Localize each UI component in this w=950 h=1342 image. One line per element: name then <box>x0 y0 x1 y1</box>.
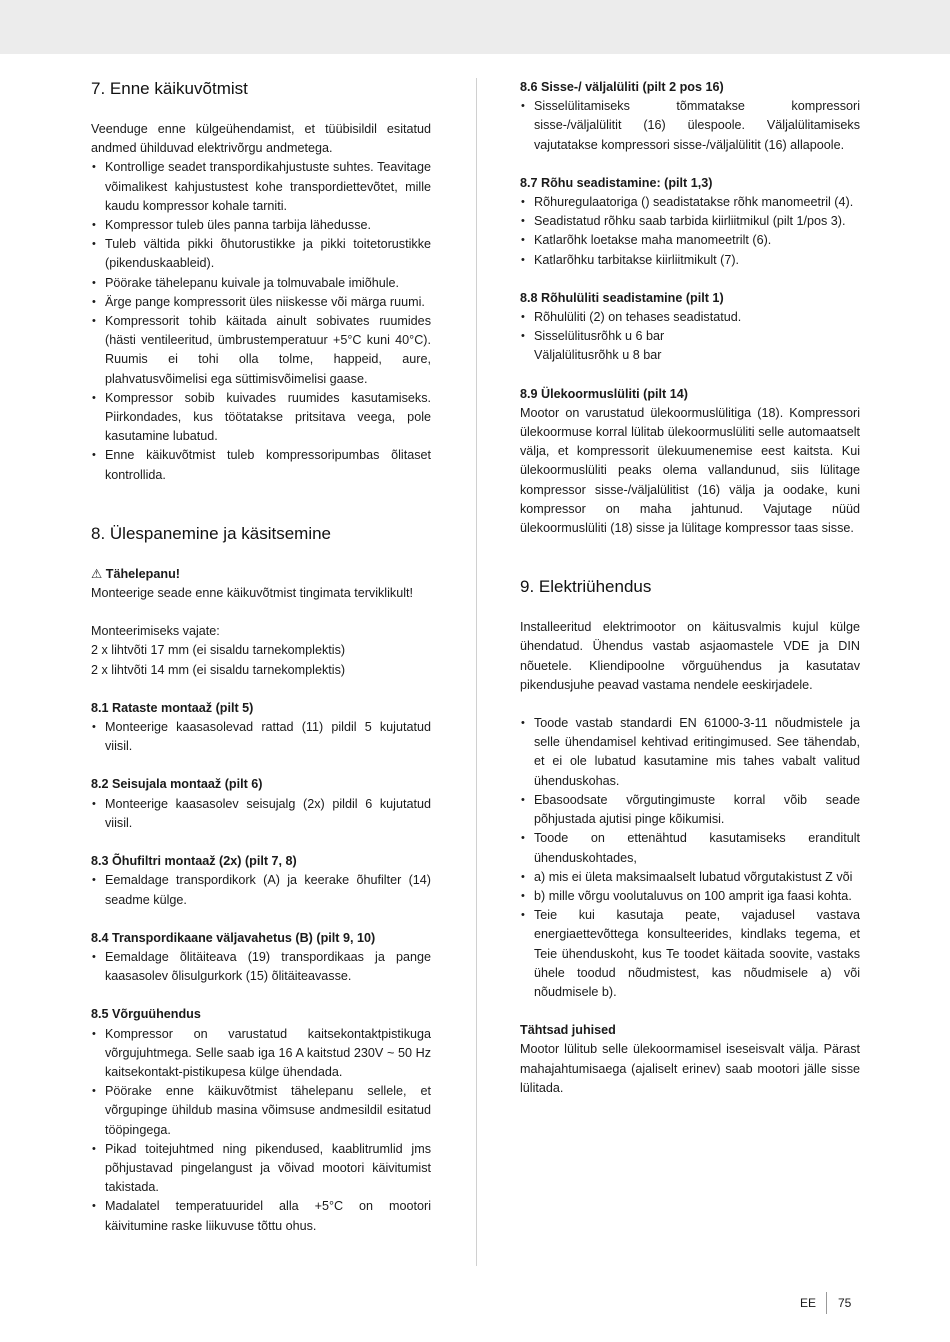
section-8-7-list <box>520 193 860 270</box>
left-column <box>91 78 431 1236</box>
section-8-title: 8. Ülespanemine ja käsitsemine <box>91 523 332 543</box>
list-item: • Sisselülitamiseks tõmmatakse kompressori sisse-/väljalülitit (16) ülespoole. Väljalülitamiseks vajutatakse kompressori sisse-/väljalülitit (16) allapoole. <box>520 97 860 155</box>
list-item: • Pöörake enne käikuvõtmist tähelepanu sellele, et võrgupinge ühildub masina võimsuse andmesildil esitatud tööpingega. <box>91 1082 431 1140</box>
important-notes-text: Mootor lülitub selle ülekoormamisel iseseisvalt välja. Pärast mahajahtumisaega (ajaliselt erinev) saab mootori jälle sisse lülitada. <box>520 1042 860 1095</box>
section-8-5-title: 8.5 Võrguühendus <box>91 1007 201 1022</box>
list-item: • Seadistatud rõhku saab tarbida kiirliitmikul (pilt 1/pos 3). <box>520 212 860 231</box>
list-item: • Pöörake tähelepanu kuivale ja tolmuvabale imiõhule. <box>91 274 431 293</box>
list-item: • Pikad toitejuhtmed ning pikendused, kaablitrumlid jms põhjustavad pingelangust ja võivad mootori käivitumist takistada. <box>91 1140 431 1198</box>
section-8-4-list <box>91 948 431 986</box>
list-item: • Teie kui kasutaja peate, vajadusel vastava energiaettevõttega konsulteerides, kindlaks tegema, et Teie ühenduskoht, kus Te toodet käitada soovite, vastaks ühele toodud nõudmistest, kas nõudmisele a) või nõudmisele b). <box>520 906 860 1002</box>
footer-separator <box>826 1292 827 1314</box>
right-column <box>520 78 860 1098</box>
section-8-9-text: Mootor on varustatud ülekoormuslülitiga (18). Kompressori ülekoormuse korral lülitab ülekoormuslüliti selle automaatselt välja, et kompressorit ülekuumenemise eest kaitsta. Kui ülekoormuslüliti peaks olema vallandunud, siis lülitage kompressor sisse-/väljalülitist (16) välja ja oodake, kuni kompressor on maha jahtunud. Vajutage nüüd ülekoormuslüliti (18) sisse ja lülitage kompressor taas sisse. <box>520 405 860 536</box>
section-7-intro: Veenduge enne külgeühendamist, et tüübisildil esitatud andmed ühilduvad elektrivõrgu andmetega. <box>91 122 431 156</box>
list-item: • Katlarõhk loetakse maha manomeetrilt (6). <box>520 231 860 250</box>
list-item: • Sisselülitusrõhk u 6 bar <box>520 327 860 346</box>
list-item: • b) mille võrgu voolutaluvus on 100 amprit iga faasi kohta. <box>520 887 860 906</box>
tool-line: 2 x lihtvõti 17 mm (ei sisaldu tarnekomplektis) <box>91 643 346 658</box>
list-item: • Ärge pange kompressorit üles niiskesse või märga ruumi. <box>91 293 431 312</box>
section-7-title: 7. Enne käikuvõtmist <box>91 79 248 98</box>
list-item: • a) mis ei ületa maksimaalselt lubatud võrgutakistust Z või <box>520 868 860 887</box>
section-8-1-title: 8.1 Rataste montaaž (pilt 5) <box>91 700 254 715</box>
list-item: • Kontrollige seadet transpordikahjustuste suhtes. Teavitage võimalikest kahjustustest kohe transpordiettevõtet, mille kaudu kompressor kohale tarniti. <box>91 158 431 216</box>
section-8-7-title: 8.7 Rõhu seadistamine: (pilt 1,3) <box>520 175 713 190</box>
section-9-title: 9. Elektriühendus <box>520 577 652 597</box>
section-7-list <box>91 158 431 484</box>
section-8-5-list <box>91 1025 431 1236</box>
top-band <box>0 0 950 54</box>
section-9-list <box>520 714 860 1002</box>
column-divider <box>476 78 477 1266</box>
section-8-3-list <box>91 871 431 909</box>
section-8-4-title: 8.4 Transpordikaane väljavahetus (B) (pilt 9, 10) <box>91 930 376 945</box>
cutoff-pressure: Väljalülitusrõhk u 8 bar <box>534 348 662 363</box>
list-item: • Eemaldage transpordikork (A) ja keerake õhufilter (14) seadme külge. <box>91 871 431 909</box>
list-item: • Ebasoodsate võrgutingimuste korral võib seade põhjustada ajutisi pinge kõikumisi. <box>520 791 860 829</box>
section-8-6-list <box>520 97 860 155</box>
tool-line: 2 x lihtvõti 14 mm (ei sisaldu tarnekomplektis) <box>91 662 346 677</box>
list-item: • Kompressor on varustatud kaitsekontaktpistikuga võrgujuhtmega. Selle saab iga 16 A kaitstud 230V ~ 50 Hz kaitsekontakt-pistikupesa külge ühendada. <box>91 1025 431 1083</box>
section-8-2-list <box>91 795 431 833</box>
section-8-1-list <box>91 718 431 756</box>
list-item: • Katlarõhku tarbitakse kiirliitmikult (7). <box>520 251 860 270</box>
important-notes-title: Tähtsad juhised <box>520 1023 616 1038</box>
list-item: • Monteerige kaasasolevad rattad (11) pildil 5 kujutatud viisil. <box>91 718 431 756</box>
section-9-intro: Installeeritud elektrimootor on käitusvalmis kujul külge ühendatud. Ühendus vastab asjaomastele VDE ja DIN nõuetele. Kliendipoolne võrguühendus ja kasutatav pikendusjuhe peavad vastama nendele eeskirjadele. <box>520 620 860 692</box>
section-8-9-title: 8.9 Ülekoormuslüliti (pilt 14) <box>520 386 688 401</box>
language-code: EE <box>800 1296 817 1310</box>
list-item: • Toode vastab standardi EN 61000-3-11 nõudmistele ja selle ühendamisel kehtivad eritingimused. See tähendab, et ei ole lubatud kasutamine mis tahes vabalt valitud ühenduskohas. <box>520 714 860 791</box>
section-8-6-title: 8.6 Sisse-/ väljalüliti (pilt 2 pos 16) <box>520 80 724 94</box>
section-8-8-title: 8.8 Rõhulüliti seadistamine (pilt 1) <box>520 290 724 305</box>
list-item: • Madalatel temperatuuridel alla +5°C on mootori käivitumine raske liikuvuse tõttu ohus. <box>91 1197 431 1235</box>
list-item: • Eemaldage õlitäiteava (19) transpordikaas ja pange kaasasolev õlisulgurkork (15) õlitäiteavasse. <box>91 948 431 986</box>
warning-label: ⚠ Tähelepanu! <box>91 566 180 581</box>
list-item: • Kompressor sobib kuivades ruumides kasutamiseks. Piirkondades, kus töötatakse pritsitava veega, pole kasutamine lubatud. <box>91 389 431 447</box>
list-item: • Kompressorit tohib käitada ainult sobivates ruumides (hästi ventileeritud, ümbrustemperatuur +5°C kuni 40°C). Ruumis ei tohi olla tolme, happeid, aure, plahvatusvõimelisi ega süttimisvõimelisi gaase. <box>91 312 431 389</box>
list-item: • Rõhulüliti (2) on tehases seadistatud. <box>520 308 860 327</box>
section-8-3-title: 8.3 Õhufiltri montaaž (2x) (pilt 7, 8) <box>91 854 297 869</box>
list-item: • Toode on ettenähtud kasutamiseks eranditult ühenduskohtades, <box>520 829 860 867</box>
list-item: • Tuleb vältida pikki õhutorustikke ja pikki toitetorustikke (pikenduskaableid). <box>91 235 431 273</box>
list-item: • Kompressor tuleb üles panna tarbija lähedusse. <box>91 216 431 235</box>
warning-text: Monteerige seade enne käikuvõtmist tingimata terviklikult! <box>91 586 413 601</box>
tools-intro: Monteerimiseks vajate: <box>91 624 220 639</box>
list-item: • Rõhuregulaatoriga () seadistatakse rõhk manomeetril (4). <box>520 193 860 212</box>
section-8-8-list <box>520 308 860 346</box>
page-number: 75 <box>838 1296 852 1310</box>
list-item: • Enne käikuvõtmist tuleb kompressoripumbas õlitaset kontrollida. <box>91 446 431 484</box>
list-item: • Monteerige kaasasolev seisujalg (2x) pildil 6 kujutatud viisil. <box>91 795 431 833</box>
section-8-2-title: 8.2 Seisujala montaaž (pilt 6) <box>91 777 263 792</box>
